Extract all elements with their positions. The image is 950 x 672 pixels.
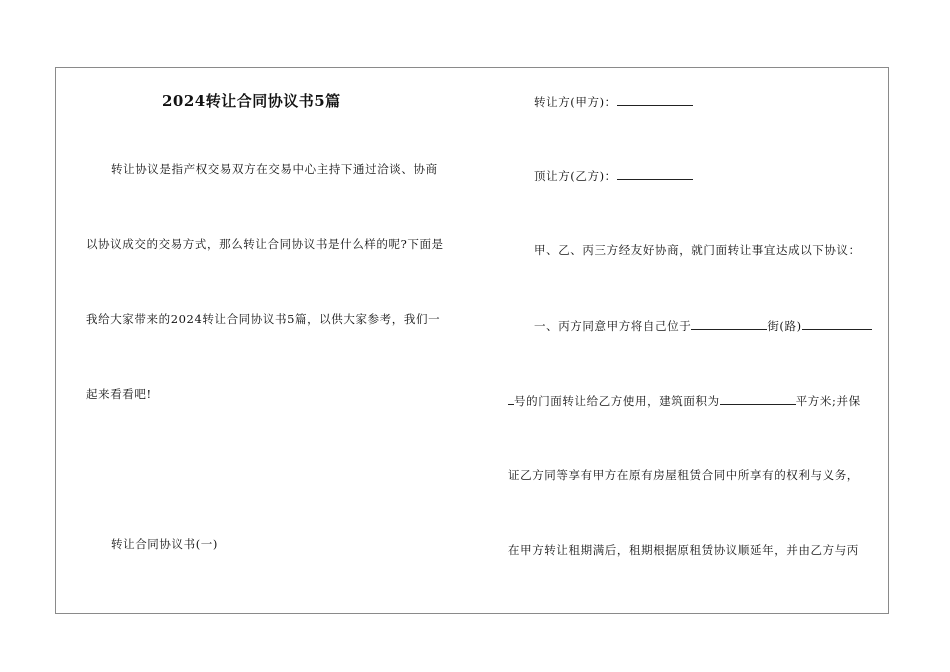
transferor-label: 转让方(甲方)：	[534, 95, 617, 109]
intro-line-4: 起来看看吧!	[86, 387, 152, 401]
section-heading: 转让合同协议书(一)	[111, 537, 218, 551]
clause-1-line-1	[534, 318, 872, 333]
number-blank	[802, 318, 872, 330]
clause-1-text-b: 街(路)	[767, 319, 802, 333]
clause-1-text-c: 号的门面转让给乙方使用，建筑面积为	[514, 394, 720, 408]
clause-1-line-2	[508, 393, 861, 408]
clause-1-line-3: 证乙方同等享有甲方在原有房屋租赁合同中所享有的权利与义务，	[508, 468, 859, 482]
transferor-blank	[617, 94, 693, 106]
transferor-line	[534, 94, 693, 109]
transferee-label: 顶让方(乙方)：	[534, 169, 617, 183]
intro-line-1: 转让协议是指产权交易双方在交易中心主持下通过洽谈、协商	[111, 162, 438, 176]
document-title: 2024转让合同协议书5篇	[162, 92, 341, 110]
intro-line-3: 我给大家带来的2024转让合同协议书5篇，以供大家参考，我们一	[86, 312, 441, 326]
clause-1-text-a: 一、丙方同意甲方将自己位于	[534, 319, 692, 333]
street-blank	[691, 318, 767, 330]
transferee-line	[534, 168, 693, 183]
agreement-intro: 甲、乙、丙三方经友好协商，就门面转让事宜达成以下协议：	[534, 243, 861, 257]
area-blank	[720, 393, 796, 405]
clause-1-line-4: 在甲方转让租期满后，租期根据原租赁协议顺延年，并由乙方与丙	[508, 543, 859, 557]
document-page-border	[55, 67, 889, 614]
intro-line-2: 以协议成交的交易方式，那么转让合同协议书是什么样的呢?下面是	[86, 237, 444, 251]
transferee-blank	[617, 168, 693, 180]
clause-1-text-d: 平方米;并保	[795, 394, 861, 408]
